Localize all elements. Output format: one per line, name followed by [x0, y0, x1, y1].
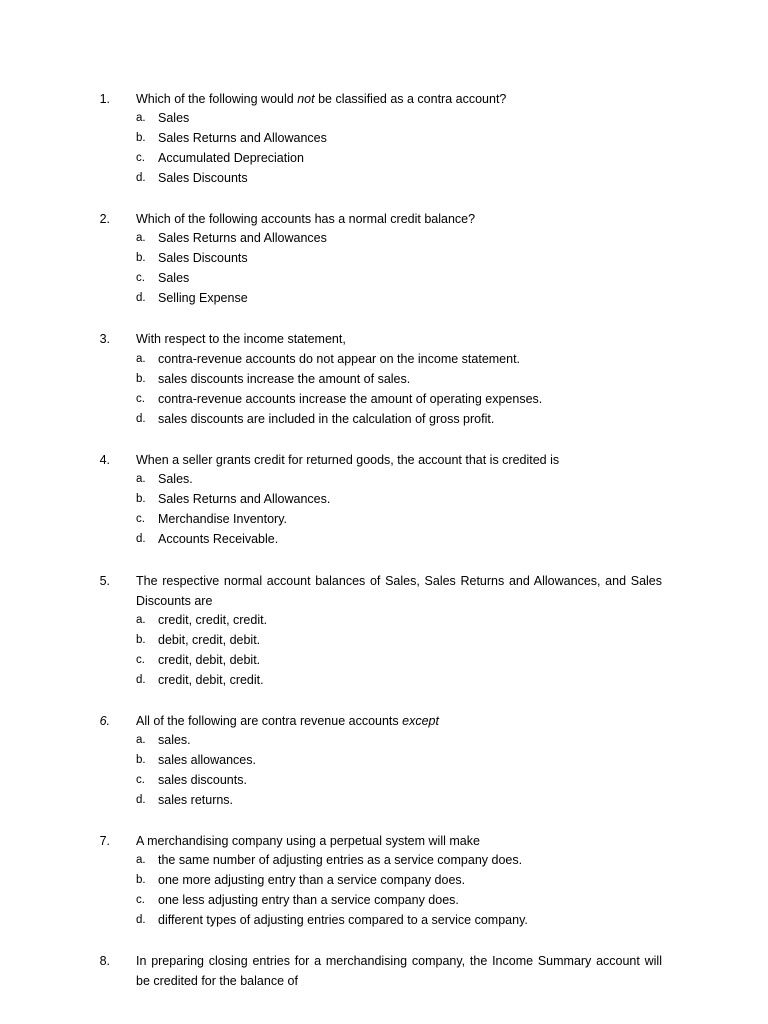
option-text: sales discounts increase the amount of sales. — [158, 372, 411, 386]
option-letter: c. — [136, 393, 145, 405]
answer-options — [136, 610, 696, 690]
question-text: The respective normal account balances of Sales, Sales Returns and Allowances, and Sales Discounts are — [136, 574, 662, 608]
answer-options — [136, 228, 696, 308]
option-text: one less adjusting entry than a service company does. — [158, 893, 459, 907]
answer-options — [136, 730, 696, 810]
option-text: Sales Returns and Allowances — [158, 131, 327, 145]
question-number: 6. — [99, 714, 110, 728]
answer-option — [136, 288, 696, 308]
option-letter: b. — [136, 754, 146, 766]
answer-option — [136, 630, 696, 650]
option-letter: b. — [136, 373, 146, 385]
emphasis-text: except — [402, 714, 439, 728]
answer-option — [136, 228, 696, 248]
option-letter: d. — [136, 172, 146, 184]
question-text: Which of the following would not be classified as a contra account? — [136, 92, 507, 106]
option-text: contra-revenue accounts increase the amount of operating expenses. — [158, 392, 543, 406]
answer-option — [136, 670, 696, 690]
option-letter: a. — [136, 473, 146, 485]
emphasis-text: not — [297, 92, 315, 106]
option-text: sales discounts are included in the calculation of gross profit. — [158, 412, 495, 426]
answer-options — [136, 349, 696, 429]
option-letter: a. — [136, 353, 146, 365]
answer-option — [136, 890, 696, 910]
question-text: A merchandising company using a perpetual system will make — [136, 834, 480, 848]
answer-option — [136, 248, 696, 268]
answer-option — [136, 268, 696, 288]
option-letter: b. — [136, 132, 146, 144]
option-letter: c. — [136, 272, 145, 284]
option-text: Sales — [158, 271, 190, 285]
answer-option — [136, 469, 696, 489]
question-text: Which of the following accounts has a normal credit balance? — [136, 212, 476, 226]
question-text: All of the following are contra revenue accounts except — [136, 714, 439, 728]
option-text: Sales Returns and Allowances — [158, 231, 327, 245]
option-letter: c. — [136, 654, 145, 666]
option-letter: b. — [136, 634, 146, 646]
question-number: 2. — [99, 212, 110, 226]
option-letter: d. — [136, 914, 146, 926]
option-text: credit, debit, credit. — [158, 673, 264, 687]
option-text: sales discounts. — [158, 773, 247, 787]
option-letter: d. — [136, 292, 146, 304]
option-letter: c. — [136, 894, 145, 906]
answer-option — [136, 489, 696, 509]
option-letter: a. — [136, 232, 146, 244]
option-text: Accounts Receivable. — [158, 532, 279, 546]
answer-option — [136, 409, 696, 429]
answer-options — [136, 108, 696, 188]
option-letter: b. — [136, 252, 146, 264]
option-letter: a. — [136, 112, 146, 124]
question-text: When a seller grants credit for returned goods, the account that is credited is — [136, 453, 560, 467]
answer-option — [136, 850, 696, 870]
question-number: 4. — [99, 453, 110, 467]
option-text: one more adjusting entry than a service company does. — [158, 873, 466, 887]
answer-option — [136, 369, 696, 389]
question-text: In preparing closing entries for a merchandising company, the Income Summary account will be credited for the balance of — [136, 954, 662, 988]
answer-option — [136, 349, 696, 369]
question-text: With respect to the income statement, — [136, 332, 346, 346]
option-letter: d. — [136, 533, 146, 545]
option-letter: c. — [136, 152, 145, 164]
option-text: contra-revenue accounts do not appear on the income statement. — [158, 352, 521, 366]
option-letter: b. — [136, 874, 146, 886]
question-number: 5. — [99, 574, 110, 588]
answer-option — [136, 128, 696, 148]
answer-option — [136, 529, 696, 549]
answer-option — [136, 770, 696, 790]
answer-option — [136, 509, 696, 529]
question-number: 3. — [99, 332, 110, 346]
option-text: the same number of adjusting entries as a service company does. — [158, 853, 523, 867]
option-text: Merchandise Inventory. — [158, 512, 287, 526]
option-text: Sales — [158, 111, 190, 125]
option-letter: a. — [136, 614, 146, 626]
option-text: Sales Discounts — [158, 251, 248, 265]
question-number: 8. — [99, 954, 110, 968]
option-letter: a. — [136, 854, 146, 866]
option-letter: d. — [136, 674, 146, 686]
answer-option — [136, 108, 696, 128]
question-number: 7. — [99, 834, 110, 848]
option-letter: a. — [136, 734, 146, 746]
option-letter: c. — [136, 513, 145, 525]
answer-options — [136, 469, 696, 549]
option-text: credit, credit, credit. — [158, 613, 268, 627]
answer-option — [136, 650, 696, 670]
option-letter: b. — [136, 493, 146, 505]
option-text: Selling Expense — [158, 291, 248, 305]
answer-option — [136, 750, 696, 770]
option-text: debit, credit, debit. — [158, 633, 261, 647]
option-text: different types of adjusting entries compared to a service company. — [158, 913, 528, 927]
option-letter: d. — [136, 413, 146, 425]
answer-option — [136, 870, 696, 890]
option-text: Accumulated Depreciation — [158, 151, 304, 165]
option-text: Sales. — [158, 472, 193, 486]
answer-option — [136, 148, 696, 168]
answer-option — [136, 910, 696, 930]
option-text: Sales Discounts — [158, 171, 248, 185]
answer-option — [136, 168, 696, 188]
answer-option — [136, 730, 696, 750]
option-text: sales. — [158, 733, 191, 747]
option-text: Sales Returns and Allowances. — [158, 492, 331, 506]
option-text: credit, debit, debit. — [158, 653, 261, 667]
answer-option — [136, 610, 696, 630]
answer-options — [136, 850, 696, 930]
question-number: 1. — [99, 92, 110, 106]
answer-option — [136, 790, 696, 810]
answer-option — [136, 389, 696, 409]
option-letter: d. — [136, 794, 146, 806]
option-letter: c. — [136, 774, 145, 786]
option-text: sales returns. — [158, 793, 234, 807]
option-text: sales allowances. — [158, 753, 256, 767]
